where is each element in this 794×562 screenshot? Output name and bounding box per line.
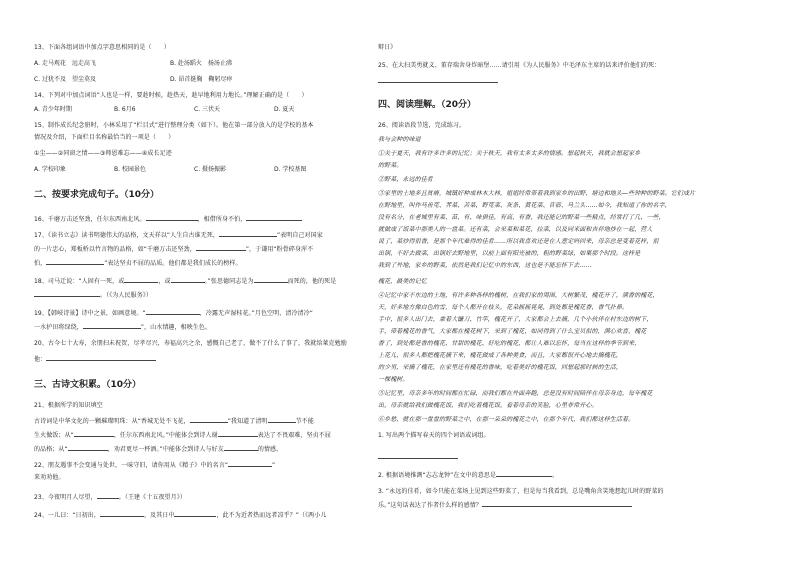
- q21-blank-1[interactable]: [190, 416, 228, 423]
- q17-text-c2: ”表达坚贞不屈的品质。他们都是我们成长的榜样。: [104, 260, 242, 267]
- q16-blank-1[interactable]: [146, 214, 198, 221]
- q25-answer-line: [378, 76, 498, 86]
- q14-option-b[interactable]: B. 6月6: [114, 106, 136, 113]
- q15-flow: ①尘——②同窗之情——③师恩难忘——④成长足迹: [34, 150, 172, 157]
- q17-line-3: [34, 258, 242, 268]
- q19-line-1: [34, 308, 313, 318]
- q26-1-blank[interactable]: [378, 452, 458, 459]
- q25-blank[interactable]: [378, 76, 498, 83]
- q15-stem-1: 15、制作成长纪念册时，小林采用了“栏目式”进行整理分类（如下）。他在第一部分放入的是学校的基本: [34, 122, 314, 129]
- passage-p2-line-7: 我到了外地，家乡的野菜，依然是我们记忆中的东西，这也是不能忘怀下去……: [378, 262, 592, 269]
- q21-blank-2[interactable]: [268, 416, 296, 423]
- passage-p2-line-1: ③家里的土地多且贫瘠，城镇好种成林木大林，姐姐经常带着我到家乡的田野、塘边和地头—些钟种的野菜。它们成片: [378, 190, 696, 197]
- q15-option-b[interactable]: B. 校园景色: [114, 166, 146, 173]
- q21-text-a2: ”我知道了清明: [227, 418, 268, 425]
- q16-blank-2[interactable]: [246, 214, 302, 221]
- q22-line-2: 来劝劝他。: [34, 474, 65, 481]
- q19-line-2: [34, 322, 211, 332]
- q22-text-a2: ”: [272, 462, 276, 469]
- q13-option-d[interactable]: D. 昂首挺胸 鞠躬尽瘁: [170, 76, 233, 83]
- q13-option-a[interactable]: A. 走马观花 远走高飞: [34, 60, 96, 67]
- q26-3-line-1: 3. “永远的佳肴，如今只能在菜场上见到这些野菜了，但是每当我看到，总是嘴角含笑地想起儿时的野菜的: [378, 488, 664, 495]
- q21-text-a: 古诗词是中华文化的一颗璀璨明珠：从“香城无处不飞花，: [34, 418, 190, 425]
- q15-options: [34, 166, 306, 174]
- q20-line-2: [34, 354, 156, 364]
- q24-text-b: ，及其日中: [143, 512, 175, 519]
- q18-blank-4[interactable]: [34, 290, 100, 297]
- q24-text-a: 24、一儿曰：“日初出，: [34, 512, 100, 519]
- q21-blank-5[interactable]: [68, 444, 108, 451]
- q21-blank-4[interactable]: [218, 430, 258, 437]
- q21-text-c3: 的情感。: [257, 446, 283, 453]
- q18-text-c: 。”张思德同志是为: [204, 278, 254, 285]
- q24-continuation: 辩日》: [378, 44, 397, 51]
- q18-text-e: 。（《为人民服务》）: [100, 292, 153, 299]
- q19-text-b: 一水护田将绿绕，: [34, 324, 83, 331]
- q18-blank-2[interactable]: [171, 276, 205, 283]
- passage-p3-line-3: 手中，很多人出门去，拿着大镰刀、竹竿，槐花开了，大家都会上去摘，几个小伙伴在村东边的树下，: [378, 316, 653, 323]
- q14-stem: 14、下列对中加点词语“人也是一样，要趁时候，趁热天，趁早地利用力地长。”理解正确的是（ ）: [34, 92, 308, 99]
- passage-p4-line-1: ⑤记忆里，母亲多年的时间都在忙碌，而我们都在外面奔跑，总是没有时间陪伴在母亲身边，每年槐花: [378, 390, 653, 397]
- q24-text-c: ，此不为近者热而远者凉乎？”（《两小儿: [216, 512, 327, 519]
- q26-2-blank[interactable]: [496, 470, 552, 477]
- q17-blank-2[interactable]: [196, 244, 246, 251]
- q15-option-a[interactable]: A. 学校印象: [34, 166, 66, 173]
- passage-p5: ⑥乡愁，就在那一盘盘的野菜之中，在那一朵朵的槐花之中，在那个年代，我们都这样生活着。: [378, 416, 635, 423]
- q23-blank[interactable]: [97, 492, 119, 499]
- q13-option-b[interactable]: B. 赴汤蹈火 扬汤止沸: [170, 60, 232, 67]
- q14-option-a[interactable]: A. 青少年时期: [34, 106, 72, 113]
- q22-line-1: [34, 460, 275, 470]
- q17-blank-3[interactable]: [46, 258, 104, 265]
- q18-line-2: [34, 290, 152, 300]
- q19-blank-2[interactable]: [83, 322, 141, 329]
- q18-text-b: ，或: [158, 278, 171, 285]
- q26-3-blank[interactable]: [482, 500, 632, 507]
- q14-options: [34, 106, 294, 114]
- q26-2: [378, 470, 558, 480]
- q19-text-b2: ”，山水情趣，相映生色。: [140, 324, 212, 331]
- passage-p3-line-6: 上花儿，很多人都把槐花摘下来，槐花做成了各种美食，而且，大家都很开心地去摘槐花，: [378, 352, 623, 359]
- q20-text-b: 他：: [34, 356, 47, 363]
- q26-2-text-b: 。: [552, 472, 559, 479]
- q24: [34, 510, 326, 520]
- passage-p1-line-1: ①关于夏天，我有许多许多的记忆；关于秋天，我有太多太多的情感。想起秋天，我就会想起家乡: [378, 150, 641, 157]
- q21-text-a3: 节不能: [295, 418, 314, 425]
- q17-text-c: 怕，: [34, 260, 47, 267]
- section-2-heading: 二、按要求完成句子。（10分）: [34, 190, 160, 200]
- q21-line-2: [34, 430, 331, 440]
- q21-line-1: [34, 416, 314, 426]
- q21-blank-3[interactable]: [74, 430, 114, 437]
- q18-text-a: 18、司马迁说：“人固有一死，或: [34, 278, 125, 285]
- q21-line-3: [34, 444, 282, 454]
- passage-p2-line-6: 出锅，不好去做菜，出锅好去野地里，以前上面有阳光被的，粗的野菜绿，如果那个时段。这样是: [378, 250, 641, 257]
- q19-text-a: 19、【韩岐诗景】诗中之景，如画意境。“: [34, 310, 146, 317]
- passage-p3-line-2: 天，好多地方像白色的雪，每个人都开在枝头，花朵摇摇晃晃，到处都是槐花香，香气扑鼻。: [378, 304, 629, 311]
- q26-stem: 26、阅读语段节选，完成练习。: [378, 122, 466, 129]
- q26-1-stem: 1. 写出两个描写春天的四个词语或词组。: [378, 432, 490, 439]
- q18-blank-1[interactable]: [124, 276, 158, 283]
- q23-text-b: 。（王建《十五夜望月》）: [118, 494, 186, 501]
- q21-text-b2: ，任尔东西南北风。”中能体会到诗人谢: [113, 432, 218, 439]
- passage-p3-line-8: 一棵槐树。: [378, 376, 409, 383]
- q17-text-b2: ”，于谦用“粉骨碎身浑不: [245, 246, 314, 253]
- q21-text-b: 生火做饭；从“: [34, 432, 74, 439]
- passage-p3-line-1: ④记忆中家不东边的土地，有许多种各样的槐树，在我们家的周围，大树繁茂，槐花开了，满香的槐花，: [378, 292, 659, 299]
- q24-blank-1[interactable]: [100, 510, 144, 517]
- q18-text-d: 而死的，他的死是: [287, 278, 337, 285]
- q20-blank[interactable]: [46, 354, 156, 361]
- passage-title: 我与会种的味道: [378, 136, 421, 143]
- q13-options: [34, 60, 232, 68]
- section-3-heading: 三、古诗文积累。（10分）: [34, 380, 142, 390]
- q22-text-a: 22、朋友遇事不会变通与处世，一味守旧，请你用从《精子》中的名言“: [34, 462, 229, 469]
- q13-option-c[interactable]: C. 过犹不及 望尘莫及: [34, 76, 97, 83]
- q17-text-b: 的一片忠心，郑板桥以竹言物的品格，如“千磨万击还坚劲，: [34, 246, 196, 253]
- passage-p2-line-5: 说了，菜炒得很香，是那个年代难得的佳肴……所以我喜欢还是在人意定吗回来，母亲总是变着花样，很: [378, 238, 659, 245]
- q16-text-b: ，相借所身不怕，: [197, 216, 247, 223]
- q13-options-2: [34, 76, 232, 84]
- q15-stem-2: 情况及介绍，下面栏目名称最恰当的一项是（ ）: [34, 134, 175, 141]
- q21-blank-6[interactable]: [224, 444, 258, 451]
- q19-blank-1[interactable]: [146, 308, 200, 315]
- q17-blank-1[interactable]: [219, 230, 277, 237]
- q14-option-d[interactable]: D. 夏天: [274, 106, 295, 113]
- q14-option-c[interactable]: C. 三伏天: [194, 106, 221, 113]
- q15-option-c[interactable]: C. 摄扬振影: [194, 166, 227, 173]
- q16-text: 16、千磨万击还坚劲，任尔东西南北风。: [34, 216, 146, 223]
- passage-p2-line-3: 没有名分，在老城里有菜、苗、有、味俱佳，有高，有香，我还能记的野菜一些精点，经常打了几、一些，: [378, 214, 665, 221]
- passage-subtitle-1: ②野菜，永远的佳肴: [378, 176, 433, 183]
- q24-blank-2[interactable]: [174, 510, 216, 517]
- q26-2-text: 2. 根据语境推测“志志龙钟”在文中的意思是: [378, 472, 497, 479]
- q25-stem: 25、在大扫美勇就义、董存瑞舍身炸暗堡……请引用《为人民服务》中毛泽东主席的话来评价他们的死：: [378, 62, 661, 69]
- q21-stem: 21、根据所学的知识填空: [34, 402, 103, 409]
- q17-line-2: [34, 244, 313, 254]
- q21-text-c2: ，劝君更尽一杯酒。”中能体会到诗人与好友: [107, 446, 224, 453]
- q21-text-c: 的品格；从“: [34, 446, 68, 453]
- q23: [34, 492, 186, 502]
- passage-subtitle-2: 槐花，最美的记忆: [378, 278, 427, 285]
- q18-line-1: [34, 276, 336, 286]
- q17-line-1: [34, 230, 323, 240]
- q13-stem: 13、下面各组词语中加点字意思相同的是（ ）: [34, 44, 170, 51]
- q15-option-d[interactable]: D. 学校基图: [274, 166, 307, 173]
- q16: [34, 214, 302, 224]
- q17-text-a: 17、《读书立志》读书明德伟大的品格，文天祥以“人生自古谁无死，: [34, 232, 219, 239]
- passage-p3-line-5: 香了，到处都是香的槐花、甘甜的槐花、好吃的槐花，都让人难以忘怀，每当在这样的季节到来，: [378, 340, 641, 347]
- q20-line-1: 20、古今七十大寿，余朋扫未祝贺，尽孝尽兴，寿福高兴之余，感慨自己老了，做不了什么了事了，我就给莱克勉励: [34, 340, 347, 347]
- q22-blank[interactable]: [228, 460, 272, 467]
- q19-text-a2: ，冷露无声湿桂花。”月色空明，清冷清冷“: [199, 310, 313, 317]
- passage-p1-line-2: 的野菜。: [378, 162, 403, 169]
- q17-text-a2: ”表明自己对国家: [276, 232, 323, 239]
- q21-text-b3: 表达了不畏艰难、坚贞不屈: [257, 432, 331, 439]
- q23-text-a: 23、今夜明月人尽望，: [34, 494, 97, 501]
- section-4-heading: 四、阅读理解。（20分）: [378, 100, 477, 110]
- q26-3-text-b: 乐。”这句话表达了作者什么样的感情？: [378, 502, 482, 509]
- q18-blank-3[interactable]: [254, 276, 288, 283]
- q26-3-line-2: [378, 500, 632, 510]
- passage-p3-line-7: 的少男，采摘了槐花，在家里还有槐花的香味，吃着美好的槐花饭，回想起那时候的生活，: [378, 364, 623, 371]
- passage-p4-line-2: 出，母亲就给我们做槐花饭，我们吃着槐花饭，看着母亲的笑脸，心里非常开心。: [378, 402, 598, 409]
- passage-p3-line-4: 手，带着槐花的香气，大家都在槐花树下，采到了槐花，如同得到了什么宝贝似的，满心欢喜，槐花: [378, 328, 647, 335]
- passage-p2-line-2: 在野地里，叫作马齿苋、荠菜、苦菜，野苋菜、灰条、黄花菜、苜蓿、马兰头……如今，我知道了你的名字，: [378, 202, 671, 209]
- q26-1-answer: [378, 452, 458, 462]
- passage-p2-line-4: 就做成了饭菜中那美人的一盘菜。还有菜，会采菜和菜花，拉菜，以及同米面和吉祥地炒在一起，营人: [378, 226, 653, 233]
